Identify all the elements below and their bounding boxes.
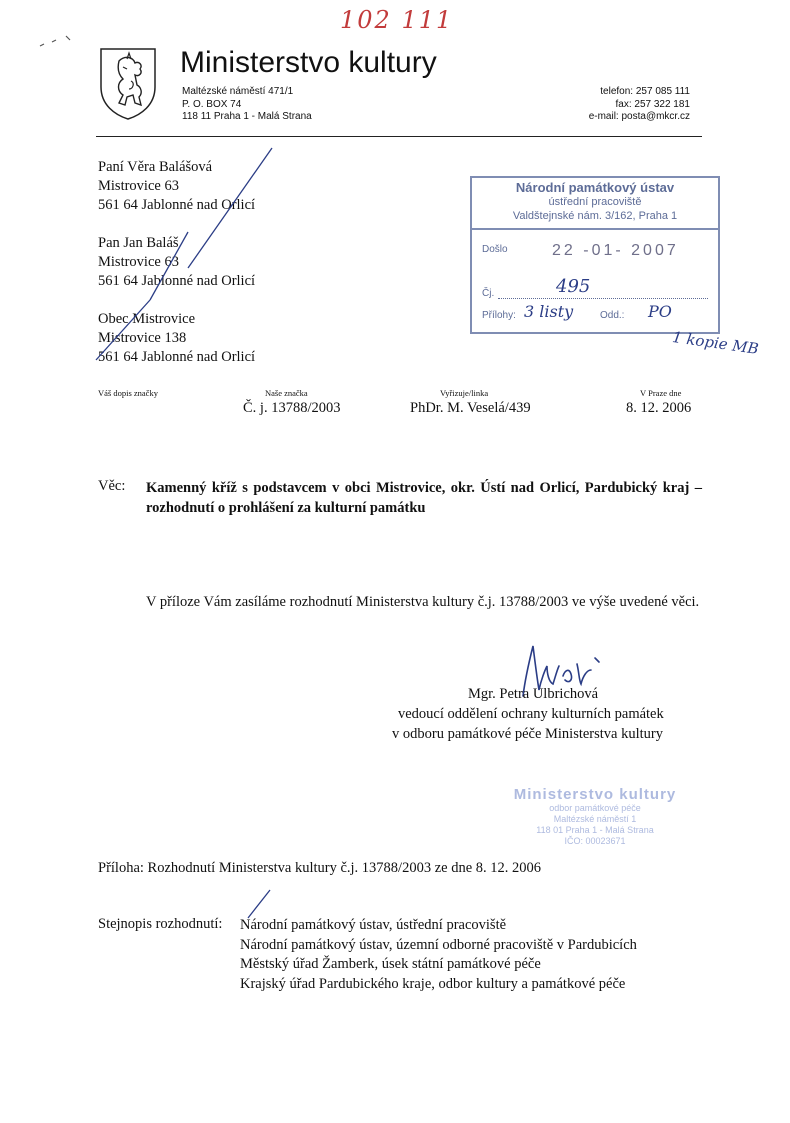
handwritten-margin-note: 1 kopie MB [671,328,760,358]
date-label: V Praze dne [640,388,682,398]
recipient-street: Mistrovice 63 [98,254,179,270]
stamp-label-prilohy: Přílohy: [482,310,516,321]
ministry-stamp-line: IČO: 00023671 [564,836,626,846]
copies-label: Stejnopis rozhodnutí: [98,916,223,932]
signatory-role: vedoucí oddělení ochrany kulturních památek [398,706,664,722]
pen-stroke [40,36,70,46]
copy-recipient: Národní památkový ústav, územní odborné pracoviště v Pardubicích [240,936,637,953]
signatory-department: v odboru památkové péče Ministerstva kultury [392,726,664,742]
copy-recipient: Krajský úřad Pardubického kraje, odbor kultury a památkové péče [240,975,626,992]
organization-name: Ministerstvo kultury [180,46,437,79]
recipient-name: Pan Jan Baláš [98,235,179,251]
handled-by-label: Vyřizuje/linka [440,388,489,398]
address-line: Maltézské náměstí 471/1 [182,86,294,97]
stamp-address: Valdštejnské nám. 3/162, Praha 1 [512,210,678,222]
recipient-block [98,310,255,367]
subject-text: Kamenný kříž s podstavcem v obci Mistrovice, okr. Ústí nad Orlicí, Pardubický kraj – rozhodnutí o prohlášení za kulturní památku [146,480,702,516]
received-stamp [470,176,720,334]
recipient-name: Obec Mistrovice [98,311,196,327]
stamp-received-date: 22 -01- 2007 [552,242,679,259]
body-paragraph: V příloze Vám zasíláme rozhodnutí Ministerstva kultury č.j. 13788/2003 ve výše uvedené věci. [146,594,700,610]
email-line: e-mail: posta@mkcr.cz [588,111,690,122]
recipient-block [98,234,255,291]
header-divider [96,136,702,137]
stamp-label-odd: Odd.: [600,310,625,321]
recipient-name: Paní Věra Balášová [98,159,213,175]
recipient-street: Mistrovice 63 [98,178,179,194]
coat-of-arms-logo [97,45,159,121]
pen-stroke [248,890,270,918]
copy-recipient: Národní památkový ústav, ústřední pracoviště [240,917,507,933]
recipient-city: 561 64 Jablonné nad Orlicí [98,273,256,289]
your-reference-label: Váš dopis značky [98,388,158,398]
ministry-stamp-line: Maltézské náměstí 1 [553,814,637,824]
stamp-label-doslo: Došlo [482,244,508,255]
address-line: P. O. BOX 74 [182,98,242,110]
recipient-street: Mistrovice 138 [98,330,187,346]
attachment-line: Příloha: Rozhodnutí Ministerstva kultury č.j. 13788/2003 ze dne 8. 12. 2006 [98,860,542,876]
ministry-stamp-title: Ministerstvo kultury [513,786,677,803]
ministry-stamp-line: 118 01 Praha 1 - Malá Strana [536,825,654,835]
stamp-dotted-line [498,298,708,299]
our-reference-label: Naše značka [265,388,308,398]
letter-date: 8. 12. 2006 [626,400,692,416]
handled-by-value: PhDr. M. Veselá/439 [410,400,531,416]
fax-line: fax: 257 322 181 [615,98,690,110]
ministry-stamp [505,786,685,847]
copies-list [240,916,637,994]
ministry-stamp-line: odbor památkové péče [549,803,641,813]
stamp-label-cj: Čj. [482,288,495,299]
our-reference-value: Č. j. 13788/2003 [243,400,341,416]
stamp-title: Národní památkový ústav [515,180,675,195]
recipient-city: 561 64 Jablonné nad Orlicí [98,197,256,213]
subject-label: Věc: [98,478,126,494]
recipient-city: 561 64 Jablonné nad Orlicí [98,349,256,365]
organization-contacts [520,86,690,124]
stamp-subtitle: ústřední pracoviště [548,196,642,208]
organization-address [182,86,312,124]
phone-line: telefon: 257 085 111 [600,86,690,97]
copy-recipient: Městský úřad Žamberk, úsek státní památkové péče [240,956,541,972]
stamp-prilohy-value: 3 listy [524,302,574,321]
signatory-name: Mgr. Petra Ulbrichová [468,686,599,702]
address-line: 118 11 Praha 1 - Malá Strana [182,111,312,122]
stamp-odd-value: PO [648,302,672,321]
stamp-cj-value: 495 [556,276,591,297]
stamp-divider [472,228,718,230]
handwritten-reference-number: 102 111 [340,6,454,34]
recipient-block [98,158,255,215]
